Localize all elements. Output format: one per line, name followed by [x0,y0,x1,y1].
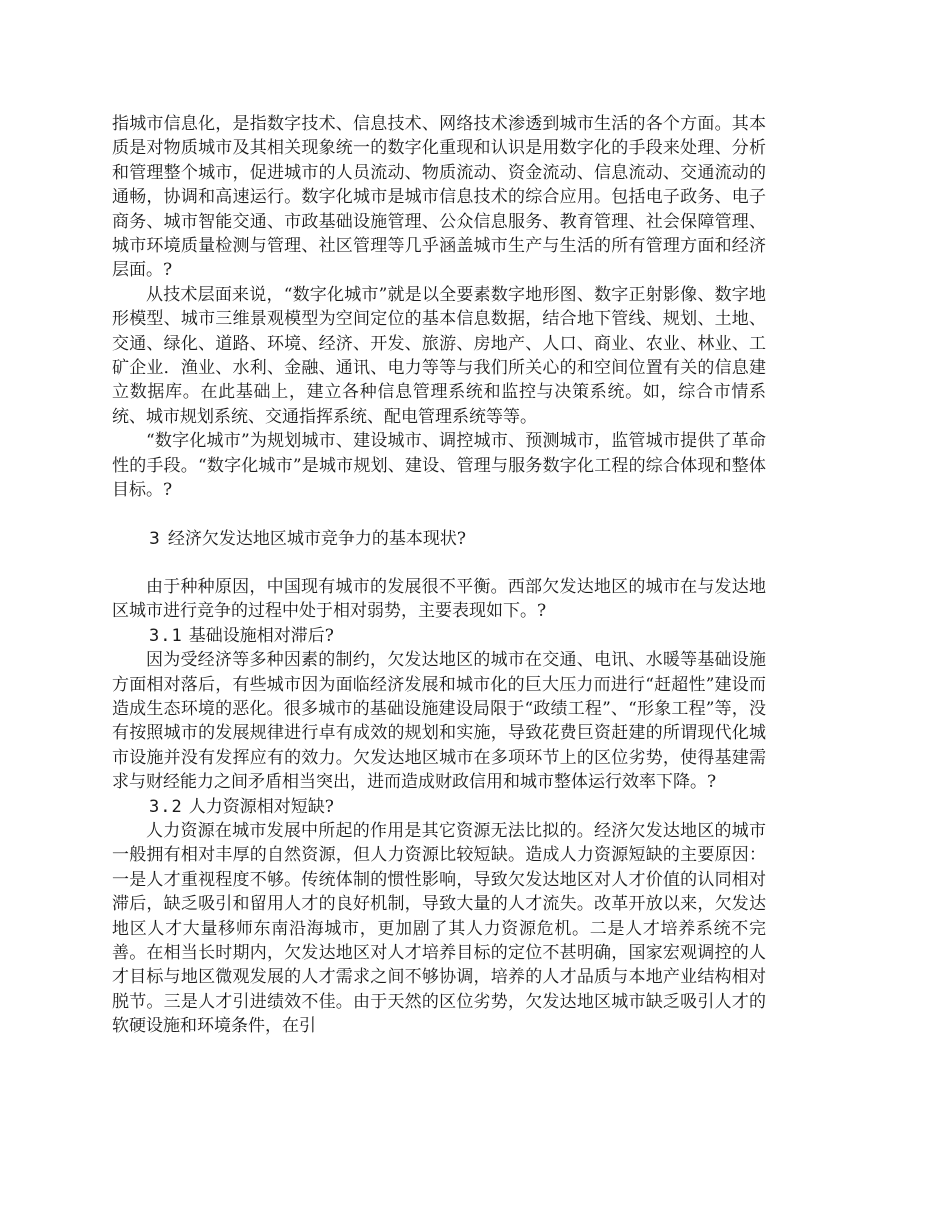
paragraph-digital-city-goal: “数字化城市”为规划城市、建设城市、调控城市、预测城市，监管城市提供了革命性的手段。“数字化城市”是城市规划、建设、管理与服务数字化工程的综合体现和整体目标。? [112,431,766,501]
paragraph-infrastructure: 因为受经济等多种因素的制约，欠发达地区的城市在交通、电讯、水暖等基础设施方面相对落后，有些城市因为面临经济发展和城市化的巨大压力而进行“赶超性”建设而造成生态环境的恶化。很多城市的基础设施建设局限于“政绩工程”、“形象工程”等，没有按照城市的发展规律进行卓有成效的规划和实施，导致花费巨资赶建的所谓现代化城市设施并没有发挥应有的效力。欠发达地区城市在多项环节上的区位劣势，使得基建需求与财经能力之间矛盾相当突出，进而造成财政信用和城市整体运行效率下降。? [112,650,766,793]
section-number: 3 [149,528,160,549]
paragraph-human-resources: 人力资源在城市发展中所起的作用是其它资源无法比拟的。经济欠发达地区的城市一般拥有相对丰厚的自然资源，但人力资源比较短缺。造成人力资源短缺的主要原因：一是人才重视程度不够。传统体制的惯性影响，导致欠发达地区对人才价值的认同相对滞后，缺乏吸引和留用人才的良好机制，导致大量的人才流失。改革开放以来，欠发达地区人才大量移师东南沿海城市，更加剧了其人力资源危机。二是人才培养系统不完善。在相当长时期内，欠发达地区对人才培养目标的定位不甚明确，国家宏观调控的人才目标与地区微观发展的人才需求之间不够协调，培养的人才品质与本地产业结构相对脱节。三是人才引进绩效不佳。由于天然的区位劣势，欠发达地区城市缺乏吸引人才的软硬设施和环境条件，在引 [112,820,766,1037]
paragraph-section3-intro: 由于种种原因，中国现有城市的发展很不平衡。西部欠发达地区的城市在与发达地区城市进行竞争的过程中处于相对弱势，主要表现如下。? [112,576,766,622]
section-title: 经济欠发达地区城市竞争力的基本现状? [167,528,466,549]
subsection-heading-3-2 [112,795,766,819]
document-body [112,112,766,1039]
subsection-heading-3-1 [112,624,766,648]
subsection-number: 3.1 [149,625,183,646]
paragraph-digital-city-definition: 指城市信息化，是指数字技术、信息技术、网络技术渗透到城市生活的各个方面。其本质是对物质城市及其相关现象统一的数字化重现和认识是用数字化的手段来处理、分析和管理整个城市，促进城市的人员流动、物质流动、资金流动、信息流动、交通流动的通畅，协调和高速运行。数字化城市是城市信息技术的综合应用。包括电子政务、电子商务、城市智能交通、市政基础设施管理、公众信息服务、教育管理、社会保障管理、城市环境质量检测与管理、社区管理等几乎涵盖城市生产与生活的所有管理方面和经济层面。? [112,114,766,281]
subsection-title: 人力资源相对短缺? [188,796,334,817]
subsection-title: 基础设施相对滞后? [188,625,334,646]
section-heading-3 [112,527,766,551]
subsection-number: 3.2 [149,796,183,817]
paragraph-technical-perspective: 从技术层面来说，“数字化城市”就是以全要素数字地形图、数字正射影像、数字地形模型、城市三维景观模型为空间定位的基本信息数据，结合地下管线、规划、土地、交通、绿化、道路、环境、经济、开发、旅游、房地产、人口、商业、农业、林业、工矿企业．渔业、水利、金融、通讯、电力等等与我们所关心的和空间位置有关的信息建立数据库。在此基础上，建立各种信息管理系统和监控与决策系统。如，综合市情系统、城市规划系统、交通指挥系统、配电管理系统等等。 [112,284,766,427]
